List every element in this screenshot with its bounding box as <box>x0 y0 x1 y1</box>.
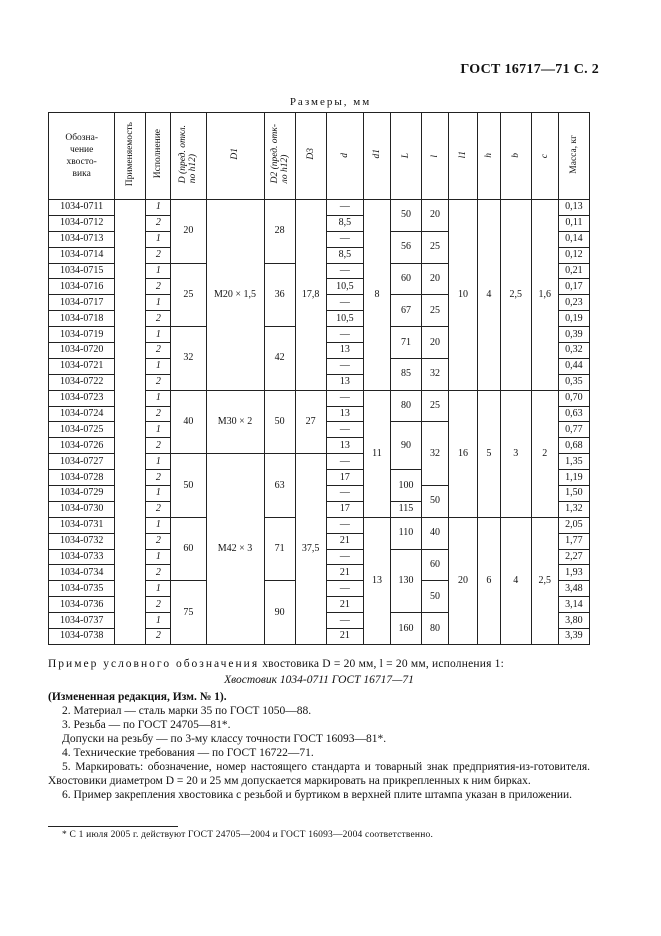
note-item-6: 6. Пример закрепления хвостовика с резьбой и буртиком в верхней плите штампа указан в приложении. <box>62 789 573 801</box>
cell-designation: 1034-0718 <box>49 311 115 327</box>
cell-l: 20 <box>422 263 449 295</box>
col-b: b <box>500 113 531 200</box>
cell-designation: 1034-0727 <box>49 454 115 470</box>
cell-D: 32 <box>171 327 206 391</box>
cell-d: — <box>326 231 363 247</box>
footnote: * С 1 июля 2005 г. действуют ГОСТ 24705—2004 и ГОСТ 16093—2004 соответственно. <box>62 830 434 840</box>
cell-designation: 1034-0716 <box>49 279 115 295</box>
cell-mass: 0,35 <box>558 374 589 390</box>
cell-variant: 1 <box>146 358 171 374</box>
cell-d: — <box>326 327 363 343</box>
cell-d: — <box>326 549 363 565</box>
cell-application <box>115 200 146 645</box>
cell-D2: 63 <box>264 454 295 518</box>
cell-d: 21 <box>326 629 363 645</box>
cell-h: 5 <box>477 390 500 517</box>
cell-designation: 1034-0722 <box>49 374 115 390</box>
cell-d: 21 <box>326 533 363 549</box>
cell-designation: 1034-0732 <box>49 533 115 549</box>
cell-D: 40 <box>171 390 206 454</box>
col-c: c <box>531 113 558 200</box>
cell-c: 2,5 <box>531 517 558 644</box>
cell-mass: 3,80 <box>558 613 589 629</box>
cell-d: — <box>326 390 363 406</box>
cell-h: 4 <box>477 200 500 391</box>
cell-variant: 1 <box>146 200 171 216</box>
cell-d: — <box>326 200 363 216</box>
cell-D: 20 <box>171 200 206 264</box>
cell-variant: 2 <box>146 565 171 581</box>
cell-mass: 3,48 <box>558 581 589 597</box>
cell-variant: 2 <box>146 438 171 454</box>
cell-variant: 1 <box>146 549 171 565</box>
cell-variant: 1 <box>146 422 171 438</box>
cell-variant: 2 <box>146 470 171 486</box>
col-D1: D1 <box>206 113 264 200</box>
cell-mass: 0,19 <box>558 311 589 327</box>
cell-d1: 8 <box>363 200 390 391</box>
cell-designation: 1034-0736 <box>49 597 115 613</box>
cell-L: 115 <box>390 501 421 517</box>
cell-designation: 1034-0738 <box>49 629 115 645</box>
example-designation: Хвостовик 1034-0711 ГОСТ 16717—71 <box>224 674 414 686</box>
cell-variant: 1 <box>146 581 171 597</box>
cell-l: 25 <box>422 295 449 327</box>
cell-variant: 2 <box>146 597 171 613</box>
cell-designation: 1034-0714 <box>49 247 115 263</box>
cell-L: 110 <box>390 517 421 549</box>
cell-variant: 2 <box>146 501 171 517</box>
cell-d1: 13 <box>363 517 390 644</box>
cell-variant: 1 <box>146 327 171 343</box>
note-tolerance: Допуски на резьбу — по 3-му классу точности ГОСТ 16093—81*. <box>62 733 387 745</box>
cell-variant: 1 <box>146 454 171 470</box>
cell-d: 13 <box>326 374 363 390</box>
edition-note: (Измененная редакция, Изм. № 1). <box>48 691 227 703</box>
cell-variant: 2 <box>146 533 171 549</box>
cell-d: 17 <box>326 501 363 517</box>
cell-d: 8,5 <box>326 247 363 263</box>
cell-mass: 0,12 <box>558 247 589 263</box>
col-variant: Исполнение <box>146 113 171 200</box>
cell-D2: 36 <box>264 263 295 327</box>
cell-designation: 1034-0737 <box>49 613 115 629</box>
cell-variant: 1 <box>146 486 171 502</box>
cell-variant: 1 <box>146 295 171 311</box>
cell-h: 6 <box>477 517 500 644</box>
cell-D: 25 <box>171 263 206 327</box>
cell-designation: 1034-0725 <box>49 422 115 438</box>
cell-D2: 90 <box>264 581 295 645</box>
cell-L: 60 <box>390 263 421 295</box>
cell-mass: 2,05 <box>558 517 589 533</box>
cell-L: 50 <box>390 200 421 232</box>
example-line <box>48 657 590 671</box>
col-designation: Обозна- чение хвосто- вика <box>49 113 115 200</box>
note-item-3: 3. Резьба — по ГОСТ 24705—81*. <box>62 719 231 731</box>
cell-l1: 10 <box>448 200 477 391</box>
cell-designation: 1034-0720 <box>49 343 115 359</box>
cell-D: 60 <box>171 517 206 581</box>
cell-L: 56 <box>390 231 421 263</box>
cell-d: — <box>326 613 363 629</box>
col-D2: D2 (пред. отк- ло h12) <box>264 113 295 200</box>
note-item-2: 2. Материал — сталь марки 35 по ГОСТ 1050—88. <box>62 705 312 717</box>
cell-d: — <box>326 358 363 374</box>
cell-mass: 0,39 <box>558 327 589 343</box>
cell-d: — <box>326 454 363 470</box>
cell-d: — <box>326 486 363 502</box>
cell-l: 50 <box>422 581 449 613</box>
cell-d: 13 <box>326 438 363 454</box>
cell-variant: 2 <box>146 247 171 263</box>
cell-mass: 0,21 <box>558 263 589 279</box>
table-caption: Размеры, мм <box>289 96 372 108</box>
col-h: h <box>477 113 500 200</box>
cell-variant: 1 <box>146 517 171 533</box>
cell-D3: 37,5 <box>295 454 326 645</box>
cell-l: 25 <box>422 231 449 263</box>
cell-d: — <box>326 517 363 533</box>
cell-mass: 0,14 <box>558 231 589 247</box>
cell-variant: 2 <box>146 374 171 390</box>
cell-mass: 2,27 <box>558 549 589 565</box>
cell-mass: 0,68 <box>558 438 589 454</box>
cell-designation: 1034-0730 <box>49 501 115 517</box>
cell-d: — <box>326 581 363 597</box>
cell-D1: M42 × 3 <box>206 454 264 645</box>
header-row <box>49 113 590 200</box>
col-d1: d1 <box>363 113 390 200</box>
cell-mass: 0,70 <box>558 390 589 406</box>
col-mass: Масса, кг <box>558 113 589 200</box>
cell-l: 40 <box>422 517 449 549</box>
cell-mass: 1,32 <box>558 501 589 517</box>
cell-d: 8,5 <box>326 215 363 231</box>
col-D: D (пред. откл. по h12) <box>171 113 206 200</box>
cell-c: 1,6 <box>531 200 558 391</box>
cell-l1: 20 <box>448 517 477 644</box>
cell-L: 90 <box>390 422 421 470</box>
note-item-5: 5. Маркировать: обозначение, номер настоящего стандарта и товарный знак предприятия-из-готовителя. Хвостовики диаметром D = 20 и 25 мм допускается маркировать на прикрепленных к ним бирках. <box>48 761 590 787</box>
cell-D3: 17,8 <box>295 200 326 391</box>
col-L: L <box>390 113 421 200</box>
cell-designation: 1034-0724 <box>49 406 115 422</box>
cell-l: 25 <box>422 390 449 422</box>
cell-variant: 2 <box>146 343 171 359</box>
cell-mass: 0,63 <box>558 406 589 422</box>
cell-mass: 0,44 <box>558 358 589 374</box>
cell-l1: 16 <box>448 390 477 517</box>
notes-block <box>48 690 590 802</box>
cell-mass: 0,17 <box>558 279 589 295</box>
cell-b: 2,5 <box>500 200 531 391</box>
cell-mass: 1,93 <box>558 565 589 581</box>
cell-designation: 1034-0729 <box>49 486 115 502</box>
cell-variant: 2 <box>146 406 171 422</box>
col-D3: D3 <box>295 113 326 200</box>
cell-d: 10,5 <box>326 279 363 295</box>
cell-L: 100 <box>390 470 421 502</box>
cell-l: 20 <box>422 327 449 359</box>
cell-designation: 1034-0734 <box>49 565 115 581</box>
table-row <box>49 200 590 216</box>
cell-mass: 0,77 <box>558 422 589 438</box>
example-rest: хвостовика D = 20 мм, l = 20 мм, исполнения 1: <box>262 658 505 670</box>
cell-D2: 42 <box>264 327 295 391</box>
cell-designation: 1034-0717 <box>49 295 115 311</box>
cell-l: 80 <box>422 613 449 645</box>
cell-designation: 1034-0723 <box>49 390 115 406</box>
sizes-table <box>48 112 590 645</box>
cell-designation: 1034-0735 <box>49 581 115 597</box>
cell-variant: 2 <box>146 629 171 645</box>
footnote-divider <box>48 826 178 827</box>
cell-d1: 11 <box>363 390 390 517</box>
cell-variant: 1 <box>146 263 171 279</box>
col-l: l <box>422 113 449 200</box>
cell-mass: 1,19 <box>558 470 589 486</box>
col-application: Применяемость <box>115 113 146 200</box>
cell-mass: 1,35 <box>558 454 589 470</box>
cell-mass: 0,32 <box>558 343 589 359</box>
cell-L: 130 <box>390 549 421 613</box>
cell-designation: 1034-0719 <box>49 327 115 343</box>
cell-l: 32 <box>422 358 449 390</box>
cell-L: 67 <box>390 295 421 327</box>
cell-mass: 3,39 <box>558 629 589 645</box>
cell-d: 21 <box>326 597 363 613</box>
cell-D2: 28 <box>264 200 295 264</box>
sizes-table-wrapper <box>48 112 590 645</box>
cell-mass: 1,50 <box>558 486 589 502</box>
cell-designation: 1034-0728 <box>49 470 115 486</box>
example-spaced-label: Пример условного обозначения <box>48 658 260 670</box>
cell-d: — <box>326 295 363 311</box>
cell-L: 160 <box>390 613 421 645</box>
cell-variant: 1 <box>146 613 171 629</box>
cell-variant: 2 <box>146 215 171 231</box>
cell-L: 80 <box>390 390 421 422</box>
cell-D2: 50 <box>264 390 295 454</box>
cell-l: 20 <box>422 200 449 232</box>
cell-variant: 1 <box>146 231 171 247</box>
cell-designation: 1034-0715 <box>49 263 115 279</box>
cell-designation: 1034-0731 <box>49 517 115 533</box>
cell-c: 2 <box>531 390 558 517</box>
cell-d: 21 <box>326 565 363 581</box>
cell-designation: 1034-0721 <box>49 358 115 374</box>
cell-d: 10,5 <box>326 311 363 327</box>
cell-variant: 2 <box>146 279 171 295</box>
cell-D: 75 <box>171 581 206 645</box>
cell-mass: 0,11 <box>558 215 589 231</box>
cell-d: — <box>326 422 363 438</box>
cell-d: 13 <box>326 343 363 359</box>
cell-d: 17 <box>326 470 363 486</box>
cell-d: — <box>326 263 363 279</box>
cell-l: 50 <box>422 486 449 518</box>
cell-l: 32 <box>422 422 449 486</box>
cell-designation: 1034-0711 <box>49 200 115 216</box>
cell-D1: M30 × 2 <box>206 390 264 454</box>
cell-designation: 1034-0726 <box>49 438 115 454</box>
cell-D2: 71 <box>264 517 295 581</box>
cell-D3: 27 <box>295 390 326 454</box>
cell-L: 71 <box>390 327 421 359</box>
cell-b: 4 <box>500 517 531 644</box>
cell-d: 13 <box>326 406 363 422</box>
cell-D1: M20 × 1,5 <box>206 200 264 391</box>
cell-l: 60 <box>422 549 449 581</box>
cell-D: 50 <box>171 454 206 518</box>
col-d: d <box>326 113 363 200</box>
cell-variant: 1 <box>146 390 171 406</box>
cell-mass: 0,23 <box>558 295 589 311</box>
page-header: ГОСТ 16717—71 С. 2 <box>460 62 599 77</box>
cell-mass: 1,77 <box>558 533 589 549</box>
cell-designation: 1034-0733 <box>49 549 115 565</box>
cell-L: 85 <box>390 358 421 390</box>
col-l1: l1 <box>448 113 477 200</box>
cell-mass: 0,13 <box>558 200 589 216</box>
cell-designation: 1034-0713 <box>49 231 115 247</box>
note-item-4: 4. Технические требования — по ГОСТ 16722—71. <box>62 747 314 759</box>
cell-b: 3 <box>500 390 531 517</box>
cell-mass: 3,14 <box>558 597 589 613</box>
cell-variant: 2 <box>146 311 171 327</box>
cell-designation: 1034-0712 <box>49 215 115 231</box>
